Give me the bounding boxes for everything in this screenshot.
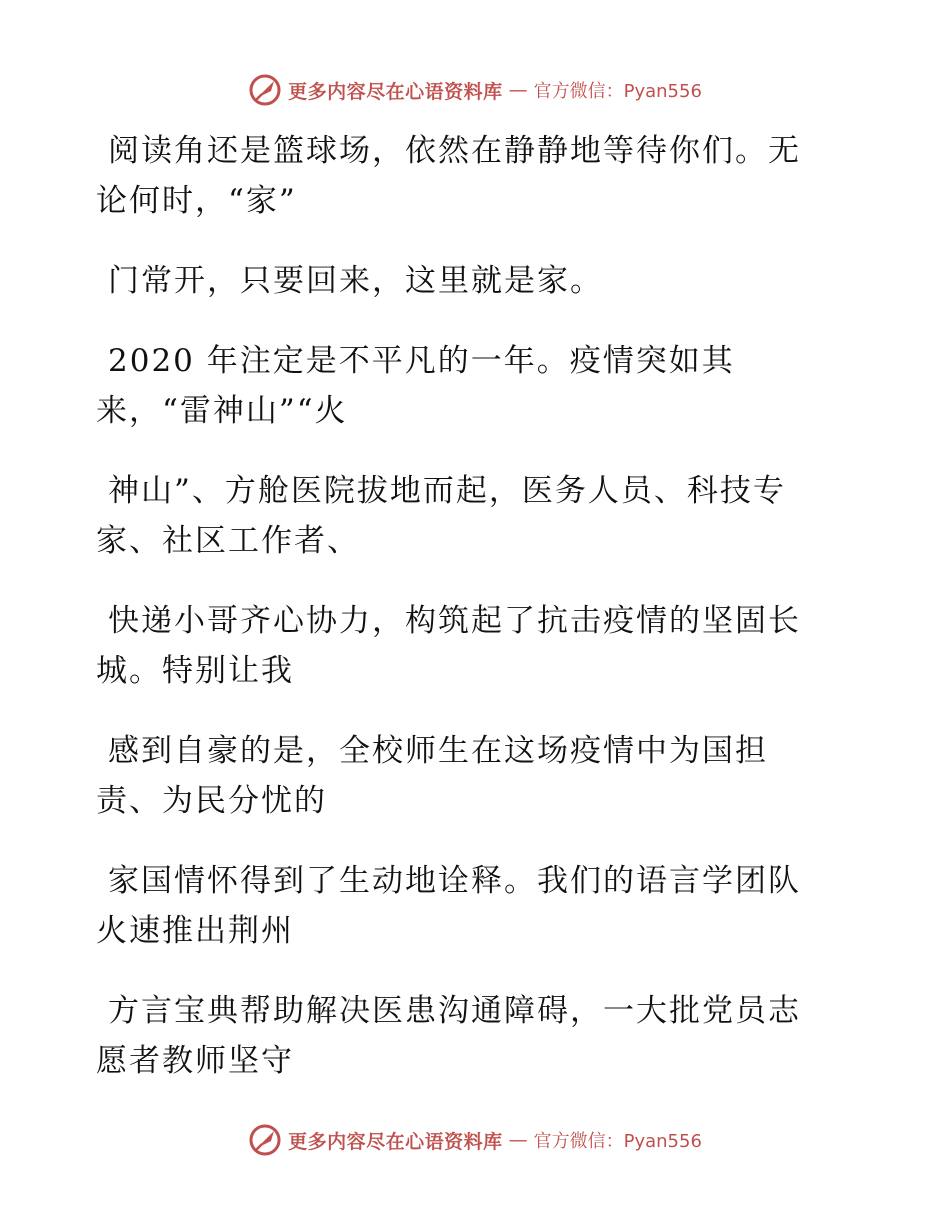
- header-wechat-text: 官方微信：Pyan556: [533, 81, 702, 102]
- paragraph-line: 方言宝典帮助解决医患沟通障碍，一大批党员志: [108, 993, 801, 1029]
- document-body: [96, 126, 836, 1116]
- footer-wechat-text: 官方微信：Pyan556: [533, 1131, 702, 1152]
- paragraph-line: 阅读角还是篮球场，依然在静静地等待你们。无: [108, 133, 801, 169]
- paragraph: [96, 856, 836, 956]
- quill-logo-icon: [248, 1123, 282, 1157]
- header-brand-text: 更多内容尽在心语资料库: [288, 80, 503, 103]
- paragraph: [96, 126, 836, 226]
- paragraph-line: 城。特别让我: [96, 653, 294, 689]
- paragraph: [96, 256, 836, 306]
- paragraph-line: 家国情怀得到了生动地诠释。我们的语言学团队: [108, 863, 801, 899]
- footer-brand-text: 更多内容尽在心语资料库: [288, 1130, 503, 1153]
- paragraph: [96, 726, 836, 826]
- paragraph-line: 快递小哥齐心协力，构筑起了抗击疫情的坚固长: [108, 603, 801, 639]
- paragraph-line: 门常开，只要回来，这里就是家。: [108, 263, 603, 299]
- header-watermark-banner: [0, 70, 950, 110]
- paragraph: [96, 466, 836, 566]
- quill-logo-icon: [248, 73, 282, 107]
- paragraph-line: 论何时，“家”: [96, 183, 297, 219]
- paragraph-line: 2020 年注定是不平凡的一年。疫情突如其: [108, 343, 735, 379]
- paragraph-line: 愿者教师坚守: [96, 1043, 294, 1079]
- paragraph-line: 来，“雷神山”“火: [96, 393, 348, 429]
- paragraph: [96, 336, 836, 436]
- header-dash: —: [508, 79, 528, 101]
- paragraph-line: 家、社区工作者、: [96, 523, 360, 559]
- paragraph: [96, 986, 836, 1086]
- paragraph-line: 责、为民分忧的: [96, 783, 327, 819]
- footer-watermark-banner: [0, 1120, 950, 1160]
- paragraph: [96, 596, 836, 696]
- paragraph-line: 神山”、方舱医院拔地而起，医务人员、科技专: [108, 473, 786, 509]
- paragraph-line: 火速推出荆州: [96, 913, 294, 949]
- footer-dash: —: [508, 1129, 528, 1151]
- paragraph-line: 感到自豪的是，全校师生在这场疫情中为国担: [108, 733, 768, 769]
